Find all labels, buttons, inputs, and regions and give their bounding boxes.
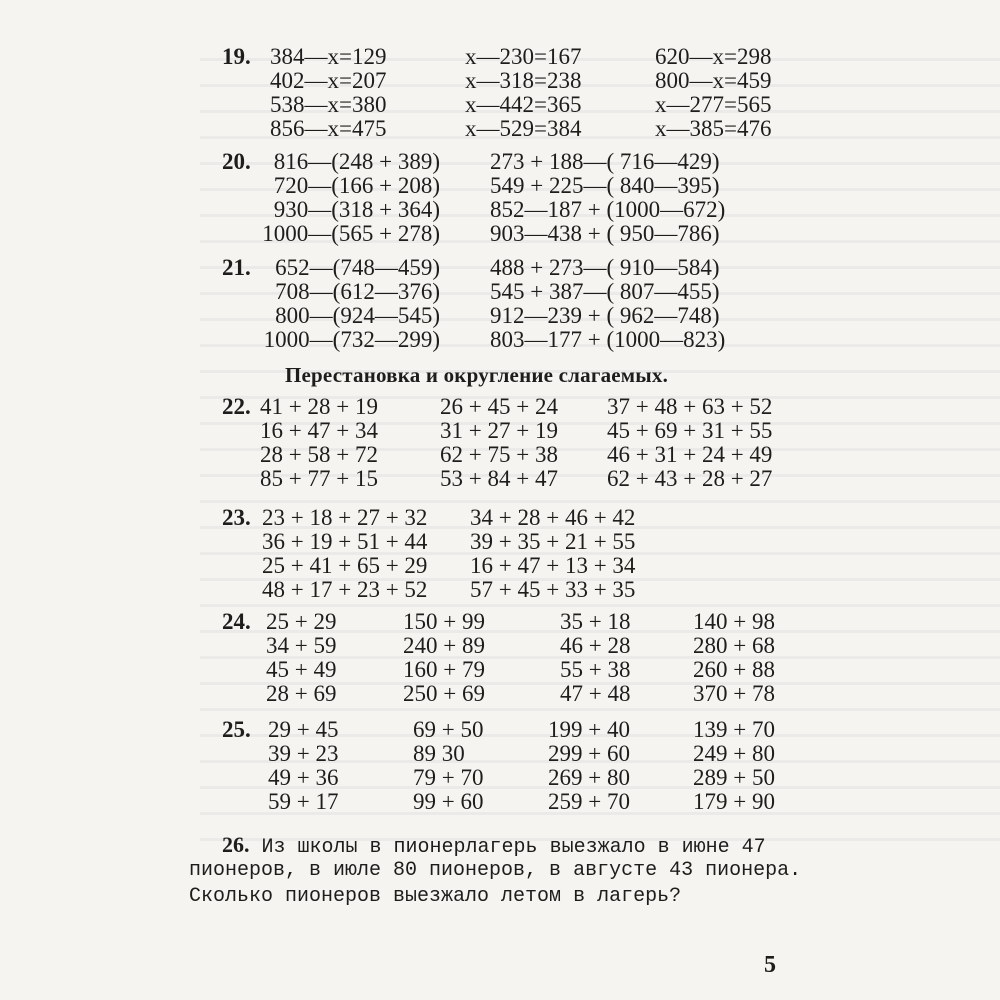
ex21-c2-r1: 488 + 273—( 910—584) — [490, 255, 720, 280]
ex19-c1-r2: 402—x=207 — [270, 68, 387, 93]
ex22-c2-r1: 26 + 45 + 24 — [440, 394, 558, 419]
ex20-c1-r2: 720—(166 + 208) — [273, 173, 440, 198]
ex20-c2-r2: 549 + 225—( 840—395) — [490, 173, 720, 198]
ex26-line2: пионеров, в июле 80 пионеров, в августе 43 пионера. — [189, 859, 802, 882]
ex23-c1-r4: 48 + 17 + 23 + 52 — [262, 577, 428, 602]
ex19-c3-r1: 620—x=298 — [655, 44, 772, 69]
ex25-c3-r3: 269 + 80 — [548, 765, 630, 790]
ex19-c3-r3: x—277=565 — [655, 92, 772, 117]
ex19-c1-r4: 856—x=475 — [270, 116, 387, 141]
ex22-c2-r2: 31 + 27 + 19 — [440, 418, 558, 443]
ex26-line1-text: Из школы в пионерлагерь выезжало в июне 47 — [261, 836, 766, 859]
ex25-c4-r3: 289 + 50 — [693, 765, 775, 790]
ex25-c1-r4: 59 + 17 — [268, 789, 339, 814]
ex19-c2-r1: x—230=167 — [465, 44, 582, 69]
ex23-c2-r3: 16 + 47 + 13 + 34 — [470, 553, 636, 578]
ex20-c1-r1: 816—(248 + 389) — [273, 149, 440, 174]
ex24-c2-r2: 240 + 89 — [403, 633, 485, 658]
exercise-26-label: 26. — [222, 832, 250, 857]
ex25-c3-r2: 299 + 60 — [548, 741, 630, 766]
ex24-c2-r1: 150 + 99 — [403, 609, 485, 634]
ex22-c1-r3: 28 + 58 + 72 — [260, 442, 378, 467]
ex24-c2-r3: 160 + 79 — [403, 657, 485, 682]
ex25-c2-r4: 99 + 60 — [413, 789, 484, 814]
exercise-21-label: 21. — [222, 255, 251, 280]
ex20-c2-r4: 903—438 + ( 950—786) — [490, 221, 720, 246]
ex25-c1-r1: 29 + 45 — [268, 717, 339, 742]
ex19-c2-r2: x—318=238 — [465, 68, 582, 93]
ex25-c2-r3: 79 + 70 — [413, 765, 484, 790]
ex25-c2-r2: 89 30 — [413, 741, 465, 766]
ex20-c1-r4: 1000—(565 + 278) — [262, 221, 440, 246]
ex19-c3-r2: 800—x=459 — [655, 68, 772, 93]
ex26-line3: Сколько пионеров выезжало летом в лагерь? — [189, 885, 682, 908]
ex23-c2-r1: 34 + 28 + 46 + 42 — [470, 505, 636, 530]
ex24-c3-r1: 35 + 18 — [560, 609, 631, 634]
ex25-c4-r2: 249 + 80 — [693, 741, 775, 766]
ex24-c1-r1: 25 + 29 — [266, 609, 337, 634]
ex19-c2-r3: x—442=365 — [465, 92, 582, 117]
ex24-c4-r1: 140 + 98 — [693, 609, 775, 634]
ex23-c2-r4: 57 + 45 + 33 + 35 — [470, 577, 636, 602]
ex22-c1-r4: 85 + 77 + 15 — [260, 466, 378, 491]
ex23-c2-r2: 39 + 35 + 21 + 55 — [470, 529, 636, 554]
ex22-c2-r4: 53 + 84 + 47 — [440, 466, 558, 491]
ex20-c1-r3: 930—(318 + 364) — [273, 197, 440, 222]
ex24-c2-r4: 250 + 69 — [403, 681, 485, 706]
ex22-c1-r1: 41 + 28 + 19 — [260, 394, 378, 419]
ex23-c1-r1: 23 + 18 + 27 + 32 — [262, 505, 428, 530]
ex25-c1-r2: 39 + 23 — [268, 741, 339, 766]
ex23-c1-r3: 25 + 41 + 65 + 29 — [262, 553, 428, 578]
ex21-c1-r4: 1000—(732—299) — [263, 327, 440, 352]
ex20-c2-r3: 852—187 + (1000—672) — [490, 197, 726, 222]
ex24-c4-r2: 280 + 68 — [693, 633, 775, 658]
ex21-c1-r3: 800—(924—545) — [275, 303, 440, 328]
exercise-22-label: 22. — [222, 394, 251, 419]
ex22-c3-r3: 46 + 31 + 24 + 49 — [607, 442, 773, 467]
ex24-c3-r3: 55 + 38 — [560, 657, 631, 682]
section-heading: Перестановка и округление слагаемых. — [285, 363, 669, 387]
ex24-c1-r2: 34 + 59 — [266, 633, 337, 658]
ex24-c4-r4: 370 + 78 — [693, 681, 775, 706]
ex24-c4-r3: 260 + 88 — [693, 657, 775, 682]
exercise-23-label: 23. — [222, 505, 251, 530]
ex20-c2-r1: 273 + 188—( 716—429) — [490, 149, 720, 174]
ex24-c1-r3: 45 + 49 — [266, 657, 337, 682]
ex24-c3-r4: 47 + 48 — [560, 681, 631, 706]
ex25-c1-r3: 49 + 36 — [268, 765, 339, 790]
ex25-c4-r1: 139 + 70 — [693, 717, 775, 742]
ex22-c3-r1: 37 + 48 + 63 + 52 — [607, 394, 773, 419]
ex19-c3-r4: x—385=476 — [655, 116, 772, 141]
ex21-c2-r2: 545 + 387—( 807—455) — [490, 279, 720, 304]
page-number: 5 — [764, 952, 776, 978]
ex19-c2-r4: x—529=384 — [465, 116, 582, 141]
ex22-c1-r2: 16 + 47 + 34 — [260, 418, 378, 443]
ex21-c2-r3: 912—239 + ( 962—748) — [490, 303, 720, 328]
exercise-19-label: 19. — [222, 44, 251, 69]
ex25-c3-r4: 259 + 70 — [548, 789, 630, 814]
ex21-c2-r4: 803—177 + (1000—823) — [490, 327, 726, 352]
ex24-c3-r2: 46 + 28 — [560, 633, 631, 658]
exercise-24-label: 24. — [222, 609, 251, 634]
ex23-c1-r2: 36 + 19 + 51 + 44 — [262, 529, 428, 554]
ex22-c2-r3: 62 + 75 + 38 — [440, 442, 558, 467]
ex25-c3-r1: 199 + 40 — [548, 717, 630, 742]
ex19-c1-r3: 538—x=380 — [270, 92, 387, 117]
ex22-c3-r4: 62 + 43 + 28 + 27 — [607, 466, 773, 491]
ex21-c1-r2: 708—(612—376) — [275, 279, 440, 304]
ex19-c1-r1: 384—x=129 — [270, 44, 387, 69]
ex24-c1-r4: 28 + 69 — [266, 681, 337, 706]
exercise-25-label: 25. — [222, 717, 251, 742]
exercise-20-label: 20. — [222, 149, 251, 174]
ex25-c4-r4: 179 + 90 — [693, 789, 775, 814]
ex21-c1-r1: 652—(748—459) — [275, 255, 440, 280]
ex25-c2-r1: 69 + 50 — [413, 717, 484, 742]
ex22-c3-r2: 45 + 69 + 31 + 55 — [607, 418, 773, 443]
ex26-line1 — [222, 832, 766, 861]
